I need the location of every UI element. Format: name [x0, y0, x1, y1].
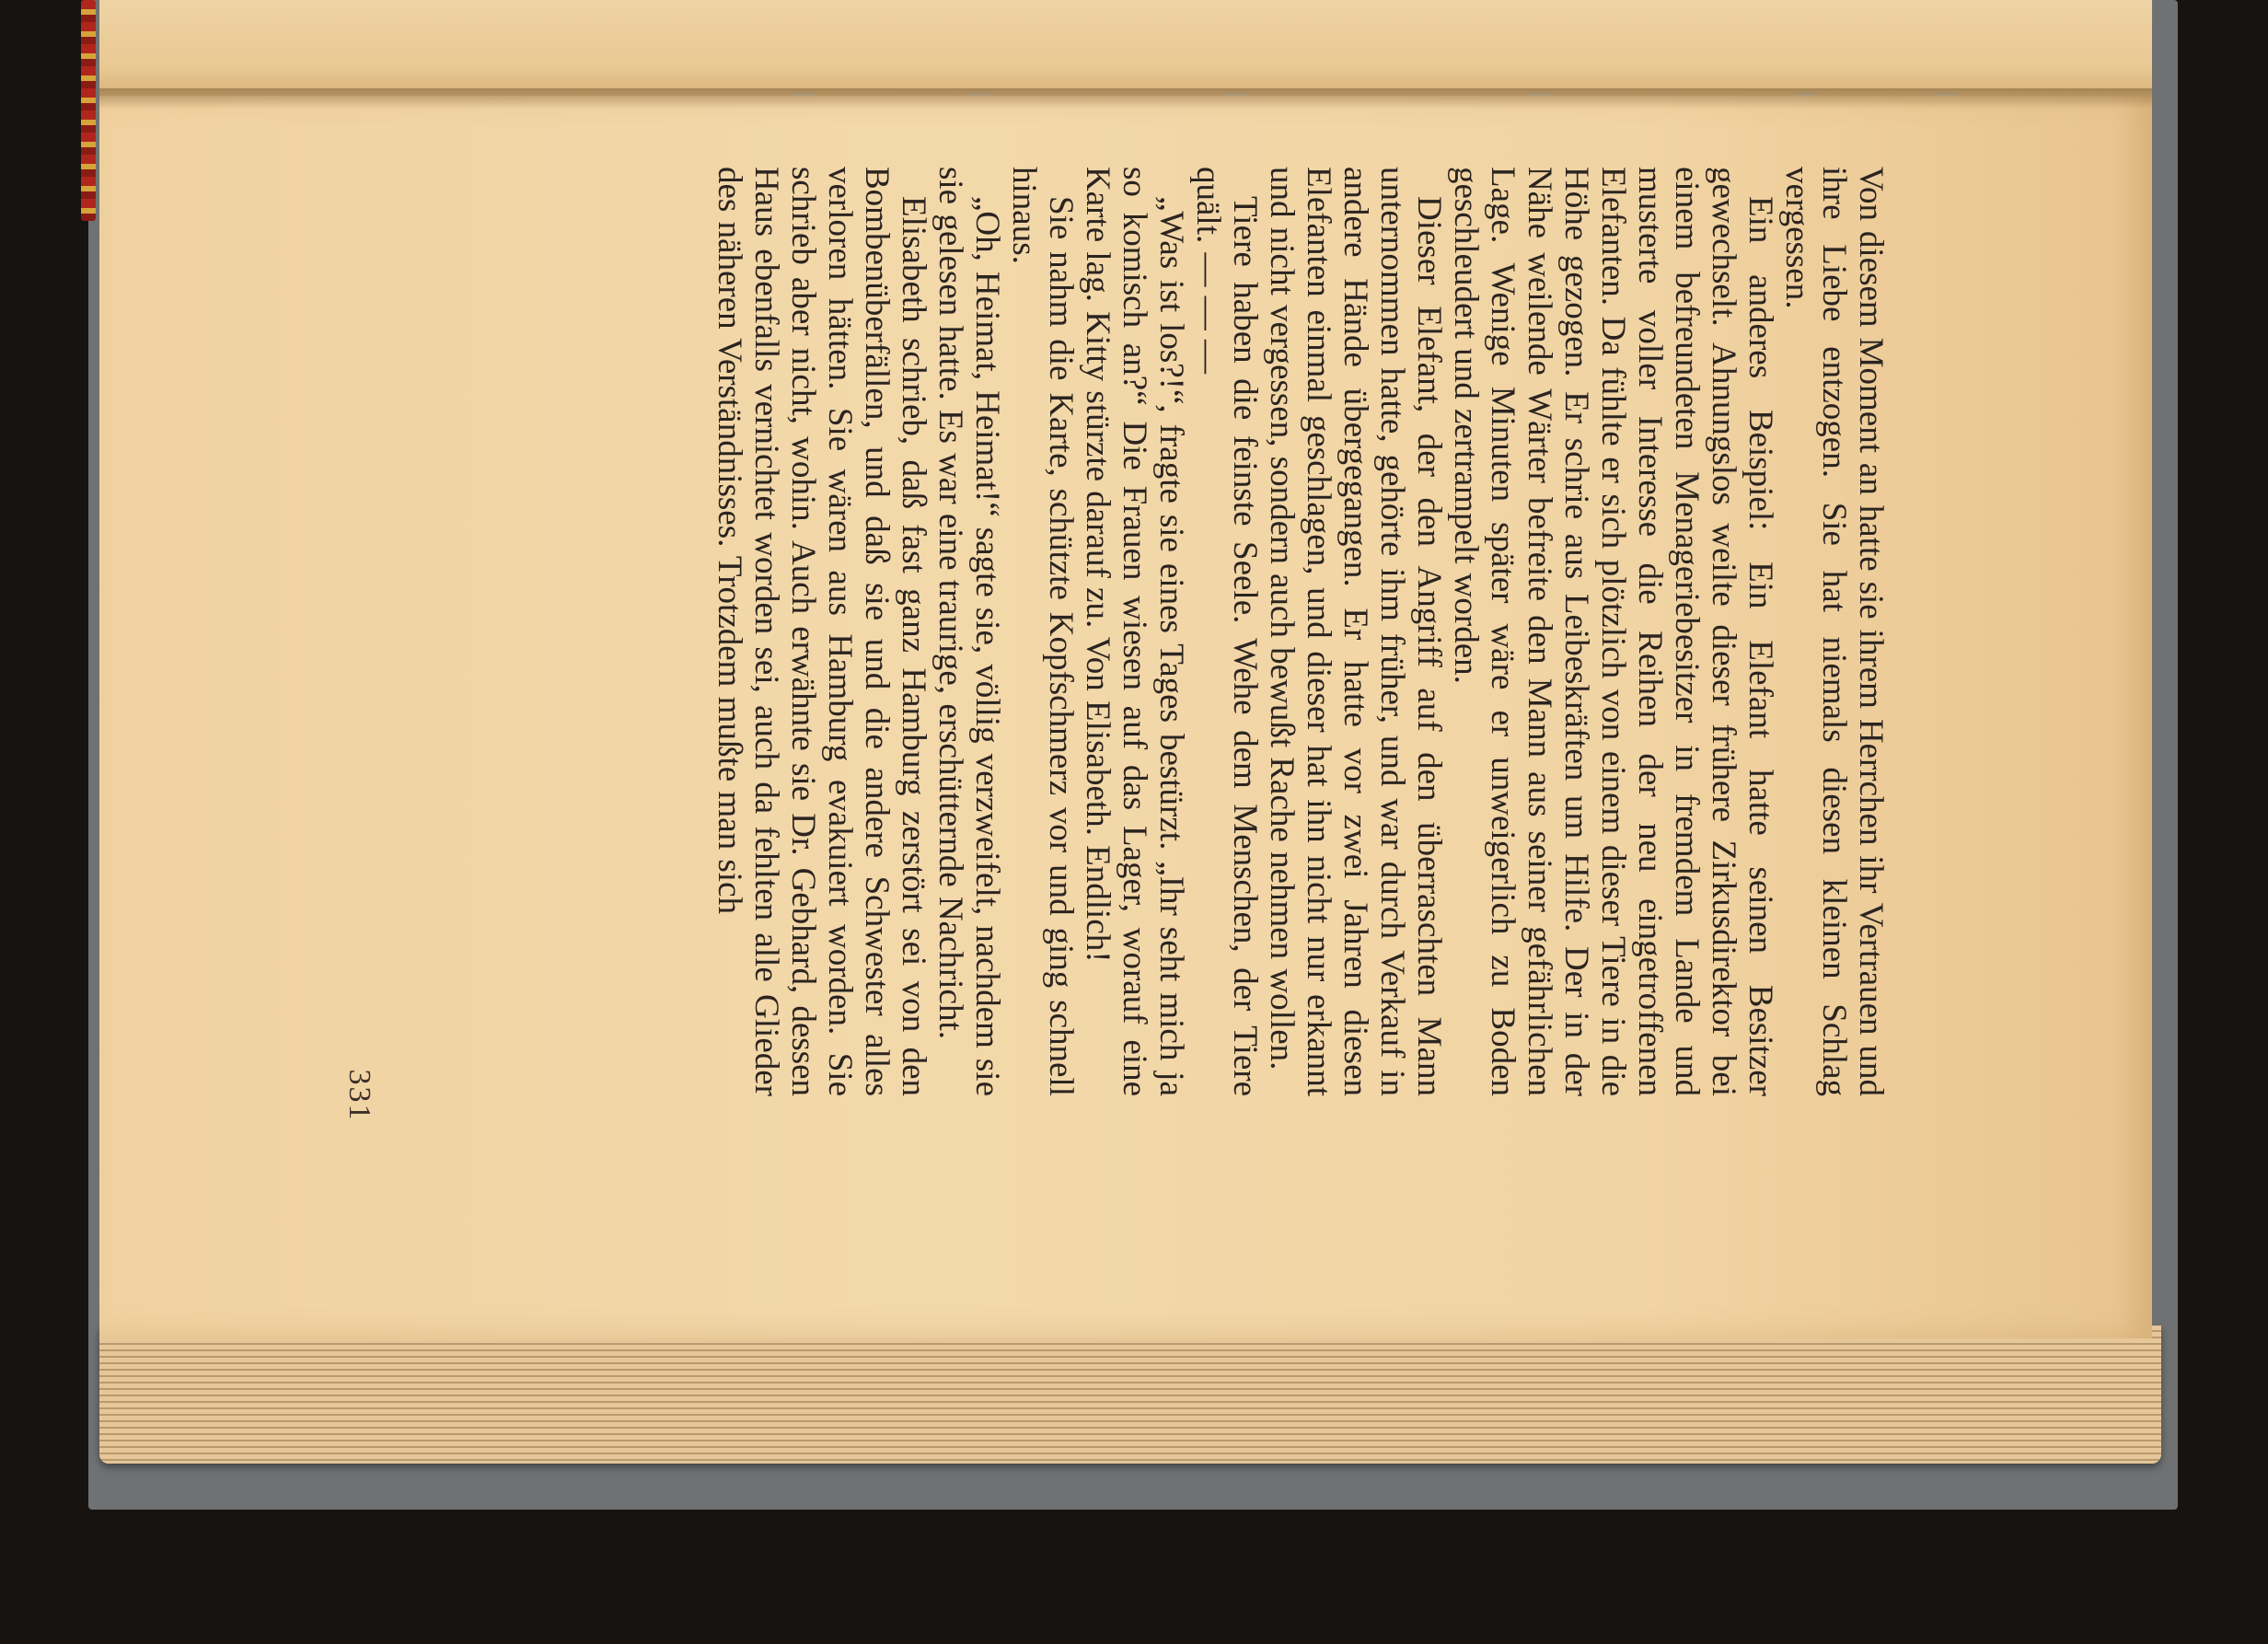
- paragraph: Dieser Elefant, der den Angriff auf den überraschten Mann unternommen hatte, gehörte ihm früher, und war durch Verkauf in andere Hände übergegangen. Er hatte vor zwei Jahren diesen Elefanten einmal geschlagen, und dieser hat ihn nicht nur erkannt und nicht vergessen, sondern auch bewußt Rache nehmen wollen.: [1263, 167, 1448, 1096]
- paragraph: Sie nahm die Karte, schützte Kopfschmerz vor und ging schnell hinaus.: [1005, 167, 1080, 1096]
- page-gutter: [99, 88, 2152, 109]
- paragraph: „Oh, Heimat, Heimat!“ sagte sie, völlig verzweifelt, nachdem sie sie gelesen hatte. Es war eine traurige, erschütternde Nachricht.: [932, 167, 1006, 1096]
- headband: [81, 0, 96, 221]
- paragraph: Von diesem Moment an hatte sie ihrem Herrchen ihr Vertrauen und ihre Liebe entzogen. Sie hat niemals diesen kleinen Schlag vergessen.: [1778, 167, 1890, 1096]
- facing-page-edge: [99, 0, 2152, 96]
- paragraph: „Was ist los?!“, fragte sie eines Tages bestürzt. „Ihr seht mich ja so komisch an?“ Die Frauen wiesen auf das Lager, worauf eine Karte lag. Kitty stürzte darauf zu. Von Elisabeth. Endlich!: [1079, 167, 1190, 1096]
- page-edges: [99, 1326, 2161, 1464]
- page-number: 331: [342, 1069, 376, 1122]
- paragraph: Elisabeth schrieb, daß fast ganz Hamburg zerstört sei von den Bombenüberfällen, und daß sie und die andere Schwester alles verloren hätten. Sie wären aus Hamburg evakuiert worden. Sie schrieb aber nicht, wohin. Auch erwähnte sie Dr. Gebhard, dessen Haus ebenfalls vernichtet worden sei, auch da fehlten alle Glieder des näheren Verständnisses. Trotzdem mußte man sich: [711, 167, 932, 1096]
- page-text: [370, 167, 1889, 1096]
- paragraph: Tiere haben die feinste Seele. Wehe dem Menschen, der Tiere quält. — — —: [1189, 167, 1264, 1096]
- paragraph: Ein anderes Beispiel: Ein Elefant hatte seinen Besitzer gewechselt. Ahnungslos weilte dieser frühere Zirkusdirektor bei einem befreundeten Menageriebesitzer in fremdem Lande und musterte voller Interesse die Reihen der neu eingetroffenen Elefanten. Da fühlte er sich plötzlich von einem dieser Tiere in die Höhe gezogen. Er schrie aus Leibeskräften um Hilfe. Der in der Nähe weilende Wärter befreite den Mann aus seiner gefährlichen Lage. Wenige Minuten später wäre er unweigerlich zu Boden geschleudert und zertrampelt worden.: [1447, 167, 1779, 1096]
